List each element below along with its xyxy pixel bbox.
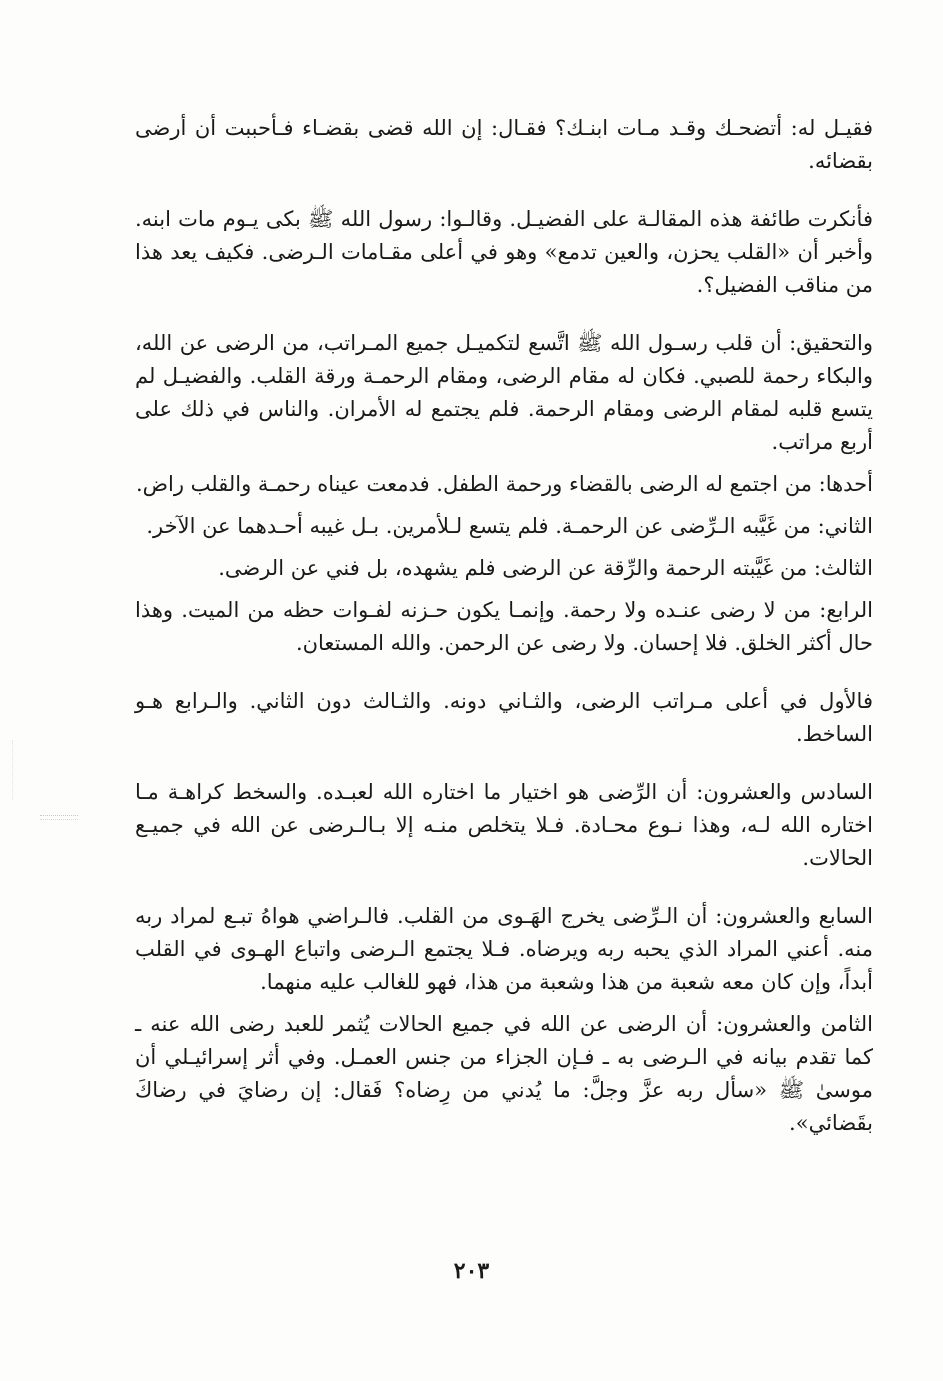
paragraph-ranks-summary: فالأول في أعلى مـراتب الرضى، والثـاني دونه. والثـالث دون الثاني. والـرابع هـو الساخط. [135, 689, 873, 746]
body-text [135, 112, 873, 1140]
paragraph-twenty-sixth: السادس والعشرون: أن الرِّضى هو اختيار ما اختاره الله لعبـده. والسخط كراهـة مـا اختاره الله لـه، وهذا نـوع محـادة. فـلا يتخلص منـه إلا بـالـرضى عن الله في جميـع الحالات. [135, 780, 873, 870]
paragraph-verification: والتحقيق: أن قلب رسـول الله ﷺ اتَّسع لتكميـل جميع المـراتب، من الرضى عن الله، والبكاء رحمة للصبي. فكان له مقام الرضى، ومقام الرحمـة ورقة القلب. والفضيـل لم يتسع قلبه لمقام الرضى ومقام الرحمة. فلم يجتمع له الأمران. والناس في ذلك على أربع مراتب. [135, 331, 873, 454]
paragraph-objection: فأنكرت طائفة هذه المقالـة على الفضيـل. وقالـوا: رسول الله ﷺ بكى يـوم مات ابنه. وأخبر أن «القلب يحزن، والعين تدمع» وهو في أعلى مقـامات الـرضى. فكيف يعد هذا من مناقب الفضيل؟. [135, 207, 873, 297]
page-number: ٢٠٣ [453, 1258, 490, 1284]
paragraph-rank-third: الثالث: من غَيَّبته الرحمة والرِّقة عن الرضى فلم يشهده، بل فني عن الرضى. [218, 556, 873, 580]
paragraph-intro-question: فقيـل له: أتضحـك وقـد مـات ابنـك؟ فقـال: إن الله قضى بقضـاء فـأحببت أن أرضى بقضائه. [135, 116, 873, 173]
paragraph-rank-first: أحدها: من اجتمع له الرضى بالقضاء ورحمة الطفل. فدمعت عيناه رحمـة والقلب راض. [135, 472, 873, 496]
paragraph-rank-second: الثاني: من غَيَّبه الـرِّضى عن الرحمـة. فلم يتسع لـلأمرين. بـل غيبه أحـدهما عن الآخر. [146, 514, 873, 538]
paragraph-twenty-eighth: الثامن والعشرون: أن الرضى عن الله في جميع الحالات يُثمر للعبد رضى الله عنه ـ كما تقدم بيانه في الـرضى به ـ فـإن الجزاء من جنس العمـل. وفي أثر إسرائيـلي أن موسىٰ ﷺ «سأل ربه عزَّ وجلَّ: ما يُدني من رِضاه؟ فَقال: إن رضايَ في رضاكَ بقَضائي». [135, 1012, 873, 1135]
margin-smudge-vertical [12, 740, 15, 800]
margin-smudge [40, 815, 78, 820]
paragraph-rank-fourth: الرابع: من لا رضى عنـده ولا رحمة. وإنمـا يكون حـزنه لفـوات حظه من الميت. وهذا حال أكثر الخلق. فلا إحسان. ولا رضى عن الرحمن. والله المستعان. [135, 598, 873, 655]
paragraph-twenty-seventh: السابع والعشرون: أن الـرِّضى يخرج الهَـوى من القلب. فالـراضي هواهُ تبـع لمراد ربه منه. أعني المراد الذي يحبه ربه ويرضاه. فـلا يجتمع الـرضى واتباع الهـوى في القلب أبداً، وإن كان معه شعبة من هذا وشعبة من هذا، فهو للغالب عليه منهما. [135, 904, 873, 994]
